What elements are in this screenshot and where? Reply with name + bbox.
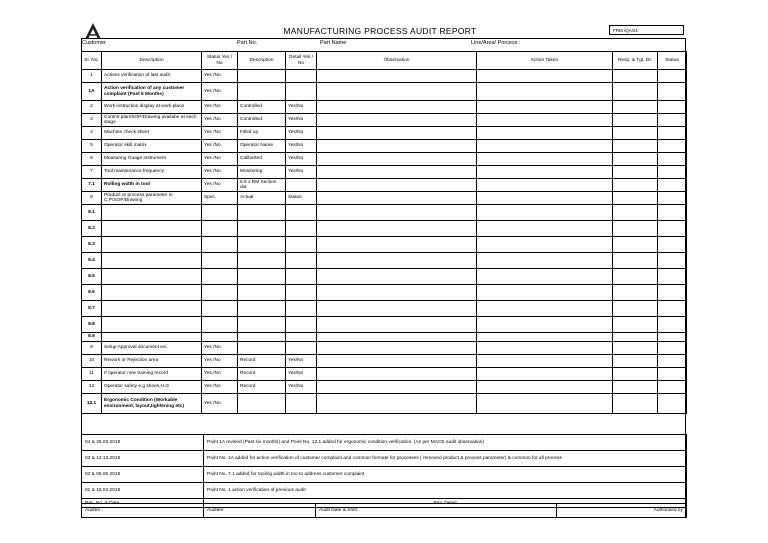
row-description-2: Filled up: [238, 127, 286, 140]
row-status: Spec.: [202, 192, 238, 205]
row-number: 8.7: [82, 301, 102, 317]
row-status-2: [658, 333, 687, 342]
row-status: Yes /No: [202, 140, 238, 153]
row-number: 8.3: [82, 237, 102, 253]
row-resp-target: [613, 221, 658, 237]
row-resp-target: [613, 285, 658, 301]
row-status: [202, 205, 238, 221]
row-observation: [317, 317, 477, 333]
row-action-taken: [477, 127, 613, 140]
row-number: 11: [82, 368, 102, 381]
checklist-row: [82, 237, 687, 253]
row-status-2: [658, 368, 687, 381]
row-action-taken: [477, 192, 613, 205]
row-description-2: [238, 205, 286, 221]
row-status-2: [658, 394, 687, 414]
row-resp-target: [613, 140, 658, 153]
row-detail: [286, 342, 317, 355]
revision-no-date: 02 & 06.06.2018: [82, 467, 204, 483]
checklist-row: [82, 333, 687, 342]
table-header-row: [82, 52, 687, 70]
row-description-2: [238, 333, 286, 342]
row-action-taken: [477, 253, 613, 269]
row-detail: Yes/No: [286, 153, 317, 166]
row-status: Yes /No: [202, 355, 238, 368]
revision-detail: Point 1A revised (Past six months) and Point No. 12.1 added for ergonomic condition verification. (As per MACE audit observation): [204, 435, 687, 451]
row-detail: [286, 269, 317, 285]
revision-row: [82, 435, 687, 451]
row-observation: [317, 192, 477, 205]
row-description-2: [238, 70, 286, 83]
row-status: Yes /No: [202, 381, 238, 394]
row-observation: [317, 301, 477, 317]
checklist-row: [82, 101, 687, 114]
checklist-row: [82, 285, 687, 301]
row-description: Operator safety e.g shoes,H.G: [102, 381, 202, 394]
format-number: FRM /QA/21: [609, 25, 684, 35]
row-description-2: [238, 237, 286, 253]
row-status-2: [658, 205, 687, 221]
col-action-taken: Action Taken: [477, 52, 613, 70]
revision-no-date: 03 & 12.12.2018: [82, 451, 204, 467]
row-detail: [286, 394, 317, 414]
row-description-2: 5.5 x RM Section dia: [238, 179, 286, 192]
row-detail: Yes/No: [286, 114, 317, 127]
row-observation: [317, 368, 477, 381]
row-observation: [317, 285, 477, 301]
checklist-row: [82, 221, 687, 237]
checklist-row: [82, 153, 687, 166]
row-description-2: [238, 317, 286, 333]
row-action-taken: [477, 285, 613, 301]
row-description-2: Operator Name: [238, 140, 286, 153]
row-observation: [317, 221, 477, 237]
checklist-row: [82, 301, 687, 317]
row-detail: Status: [286, 192, 317, 205]
row-action-taken: [477, 368, 613, 381]
row-action-taken: [477, 221, 613, 237]
checklist-row: [82, 205, 687, 221]
row-description: Control plan/SOP/Drawing availabe at each stage: [102, 114, 202, 127]
row-status-2: [658, 153, 687, 166]
row-observation: [317, 237, 477, 253]
revision-detail: Point No. 1A added for action verification of customer complaint and common formate for processes ( removed product & process parameter) & common for all process: [204, 451, 687, 467]
row-detail: Yes/No: [286, 101, 317, 114]
row-action-taken: [477, 70, 613, 83]
row-status-2: [658, 317, 687, 333]
revision-no-date: 04 & 25.03.2019: [82, 435, 204, 451]
row-description-2: [238, 83, 286, 101]
row-action-taken: [477, 179, 613, 192]
row-action-taken: [477, 114, 613, 127]
row-description: Ergonomic Condition (Workable environment, layout,tightening etc): [102, 394, 202, 414]
row-description: Tool maintenance frequency: [102, 166, 202, 179]
checklist-row: [82, 70, 687, 83]
row-status-2: [658, 285, 687, 301]
row-description-2: Record: [238, 381, 286, 394]
checklist-row: [82, 192, 687, 205]
row-status-2: [658, 127, 687, 140]
col-detail: Detail Yes / No: [286, 52, 317, 70]
checklist-row: [82, 317, 687, 333]
row-description: Work instruction display at work place: [102, 101, 202, 114]
row-status: [202, 317, 238, 333]
row-status: Yes /No: [202, 394, 238, 414]
row-detail: [286, 301, 317, 317]
row-description: [102, 333, 202, 342]
row-number: 5: [82, 140, 102, 153]
row-action-taken: [477, 317, 613, 333]
col-status: Status Yes / No: [202, 52, 238, 70]
audit-date-label: Audit Date & Shift:: [316, 504, 557, 518]
row-observation: [317, 205, 477, 221]
row-observation: [317, 253, 477, 269]
row-description: Machine check sheet: [102, 127, 202, 140]
checklist-row: [82, 253, 687, 269]
row-resp-target: [613, 368, 658, 381]
row-status-2: [658, 114, 687, 127]
checklist-row: [82, 83, 687, 101]
row-status: Yes /No: [202, 342, 238, 355]
revision-detail: Point No. 7.1 added for rooling width in too to address customer complaint: [204, 467, 687, 483]
row-action-taken: [477, 301, 613, 317]
row-action-taken: [477, 153, 613, 166]
row-detail: [286, 70, 317, 83]
row-action-taken: [477, 333, 613, 342]
row-resp-target: [613, 179, 658, 192]
row-observation: [317, 333, 477, 342]
row-resp-target: [613, 101, 658, 114]
row-description: [102, 301, 202, 317]
row-number: 12: [82, 381, 102, 394]
row-status-2: [658, 70, 687, 83]
row-resp-target: [613, 333, 658, 342]
row-resp-target: [613, 317, 658, 333]
row-observation: [317, 127, 477, 140]
row-number: 4: [82, 127, 102, 140]
checklist-row: [82, 269, 687, 285]
row-status: Yes /No: [202, 166, 238, 179]
row-status: [202, 301, 238, 317]
row-description: Setup Approval document evi.: [102, 342, 202, 355]
row-status: Yes /No: [202, 179, 238, 192]
row-detail: [286, 179, 317, 192]
line-area-label: Line/Area/ Porcess :: [471, 40, 521, 46]
checklist-row: [82, 355, 687, 368]
row-number: 8.1: [82, 205, 102, 221]
row-description-2: [238, 269, 286, 285]
row-description: [102, 221, 202, 237]
auditee-label: Auditee:: [204, 504, 316, 518]
row-status-2: [658, 301, 687, 317]
row-detail: [286, 253, 317, 269]
row-description: Measuring Guage instrument: [102, 153, 202, 166]
row-action-taken: [477, 83, 613, 101]
row-description-2: [238, 301, 286, 317]
row-number: 8.6: [82, 285, 102, 301]
row-resp-target: [613, 114, 658, 127]
row-number: 8: [82, 192, 102, 205]
row-status-2: [658, 237, 687, 253]
row-resp-target: [613, 301, 658, 317]
row-description-2: Controlled: [238, 101, 286, 114]
row-action-taken: [477, 101, 613, 114]
row-description-2: Actual: [238, 192, 286, 205]
row-number: 8.4: [82, 253, 102, 269]
row-number: 8.9: [82, 333, 102, 342]
row-resp-target: [613, 355, 658, 368]
row-observation: [317, 342, 477, 355]
row-action-taken: [477, 237, 613, 253]
part-name-label: Part Name: [320, 40, 347, 46]
row-description: Action verification of any customer complaint (Past 6 Months): [102, 83, 202, 101]
row-description-2: [238, 394, 286, 414]
checklist-row: [82, 394, 687, 414]
row-status-2: [658, 166, 687, 179]
customer-label: Customer: [82, 40, 106, 46]
row-detail: [286, 317, 317, 333]
row-description-2: Record: [238, 368, 286, 381]
row-resp-target: [613, 70, 658, 83]
signature-row: [82, 504, 687, 518]
row-resp-target: [613, 253, 658, 269]
row-description: [102, 205, 202, 221]
row-detail: Yes/No: [286, 166, 317, 179]
col-description-2: Description: [238, 52, 286, 70]
row-number: 8.8: [82, 317, 102, 333]
row-observation: [317, 101, 477, 114]
row-detail: [286, 333, 317, 342]
row-description: Rolling width in tool: [102, 179, 202, 192]
revision-row: [82, 467, 687, 483]
checklist-row: [82, 140, 687, 153]
row-status: [202, 333, 238, 342]
row-status-2: [658, 381, 687, 394]
authorised-label: Authorised by: [557, 504, 687, 518]
row-number: 7.1: [82, 179, 102, 192]
row-status: Yes /No: [202, 153, 238, 166]
revision-no-date: 01 & 16.04.2018: [82, 483, 204, 499]
row-description-2: [238, 342, 286, 355]
row-status-2: [658, 192, 687, 205]
row-number: 1A: [82, 83, 102, 101]
row-description: Rework or Rejection area: [102, 355, 202, 368]
row-resp-target: [613, 83, 658, 101]
row-number: 9: [82, 342, 102, 355]
row-resp-target: [613, 269, 658, 285]
row-observation: [317, 381, 477, 394]
row-detail: Yes/No: [286, 127, 317, 140]
row-status: Yes /No: [202, 101, 238, 114]
row-status-2: [658, 101, 687, 114]
row-observation: [317, 355, 477, 368]
row-description: [102, 317, 202, 333]
row-number: 2: [82, 101, 102, 114]
row-action-taken: [477, 205, 613, 221]
row-status-2: [658, 179, 687, 192]
row-action-taken: [477, 394, 613, 414]
row-observation: [317, 394, 477, 414]
row-resp-target: [613, 127, 658, 140]
row-observation: [317, 269, 477, 285]
row-action-taken: [477, 166, 613, 179]
revision-row: [82, 451, 687, 467]
row-action-taken: [477, 342, 613, 355]
checklist-row: [82, 368, 687, 381]
row-observation: [317, 70, 477, 83]
row-status-2: [658, 221, 687, 237]
row-description-2: Monitoring: [238, 166, 286, 179]
row-action-taken: [477, 355, 613, 368]
row-detail: [286, 83, 317, 101]
row-number: 12.1: [82, 394, 102, 414]
row-description-2: [238, 285, 286, 301]
checklist-row: [82, 179, 687, 192]
row-status: Yes /No: [202, 83, 238, 101]
row-status: [202, 285, 238, 301]
row-action-taken: [477, 140, 613, 153]
row-status: Yes /No: [202, 127, 238, 140]
part-no-label: Part No.: [237, 40, 258, 46]
row-description: Actions verification of last audit: [102, 70, 202, 83]
checklist-row: [82, 114, 687, 127]
row-resp-target: [613, 237, 658, 253]
row-status: [202, 221, 238, 237]
row-status-2: [658, 140, 687, 153]
row-number: 8.2: [82, 221, 102, 237]
row-observation: [317, 179, 477, 192]
row-detail: Yes/No: [286, 355, 317, 368]
row-description: Operator skill matrix: [102, 140, 202, 153]
row-status-2: [658, 253, 687, 269]
row-status: [202, 237, 238, 253]
row-status: Yes /No: [202, 114, 238, 127]
row-detail: Yes/No: [286, 381, 317, 394]
row-description: [102, 237, 202, 253]
revision-detail: Point No. 1 action verification of previous audit: [204, 483, 687, 499]
row-description: If operator new training record: [102, 368, 202, 381]
revision-row: [82, 483, 687, 499]
row-number: 6: [82, 153, 102, 166]
row-number: 8.5: [82, 269, 102, 285]
checklist-row: [82, 342, 687, 355]
row-number: 1: [82, 70, 102, 83]
row-detail: [286, 237, 317, 253]
row-action-taken: [477, 381, 613, 394]
row-description: [102, 285, 202, 301]
row-detail: Yes/No: [286, 368, 317, 381]
row-detail: [286, 221, 317, 237]
checklist-row: [82, 381, 687, 394]
row-status: Yes /No: [202, 368, 238, 381]
row-status: [202, 269, 238, 285]
col-status-2: Status: [658, 52, 687, 70]
row-detail: [286, 285, 317, 301]
row-description-2: Controlled: [238, 114, 286, 127]
row-detail: [286, 205, 317, 221]
rev-detail-label: Rev. Detail: [204, 499, 687, 508]
row-description-2: [238, 221, 286, 237]
col-resp-target: Resp. & Tgt. Dt.: [613, 52, 658, 70]
row-resp-target: [613, 394, 658, 414]
row-status: [202, 253, 238, 269]
row-description-2: [238, 253, 286, 269]
row-status-2: [658, 269, 687, 285]
signature-table: [81, 503, 687, 518]
row-action-taken: [477, 269, 613, 285]
row-observation: [317, 140, 477, 153]
row-description-2: Record: [238, 355, 286, 368]
row-resp-target: [613, 166, 658, 179]
row-status-2: [658, 83, 687, 101]
row-observation: [317, 166, 477, 179]
checklist-row: [82, 166, 687, 179]
row-description: [102, 269, 202, 285]
row-observation: [317, 83, 477, 101]
row-observation: [317, 114, 477, 127]
row-resp-target: [613, 153, 658, 166]
row-resp-target: [613, 381, 658, 394]
auditor-label: Auditor :: [82, 504, 204, 518]
row-description-2: Calibarted: [238, 153, 286, 166]
col-observation: Observation: [317, 52, 477, 70]
row-description: Product or process parameter in C.P/SOP/Drawing: [102, 192, 202, 205]
revision-table: [81, 434, 687, 508]
row-resp-target: [613, 342, 658, 355]
audit-checklist-table: [81, 51, 687, 414]
col-sl-no: Sl. No.: [82, 52, 102, 70]
row-number: 3: [82, 114, 102, 127]
report-title: MANUFACTURING PROCESS AUDIT REPORT: [283, 26, 477, 36]
row-resp-target: [613, 205, 658, 221]
row-status: Yes /No: [202, 70, 238, 83]
row-number: 10: [82, 355, 102, 368]
row-description: [102, 253, 202, 269]
row-detail: Yes/No: [286, 140, 317, 153]
row-number: 7: [82, 166, 102, 179]
rev-no-date-label: Rev. No. & Date: [82, 499, 204, 508]
row-status-2: [658, 355, 687, 368]
row-resp-target: [613, 192, 658, 205]
col-description: Description: [102, 52, 202, 70]
checklist-row: [82, 127, 687, 140]
row-status-2: [658, 342, 687, 355]
row-observation: [317, 153, 477, 166]
